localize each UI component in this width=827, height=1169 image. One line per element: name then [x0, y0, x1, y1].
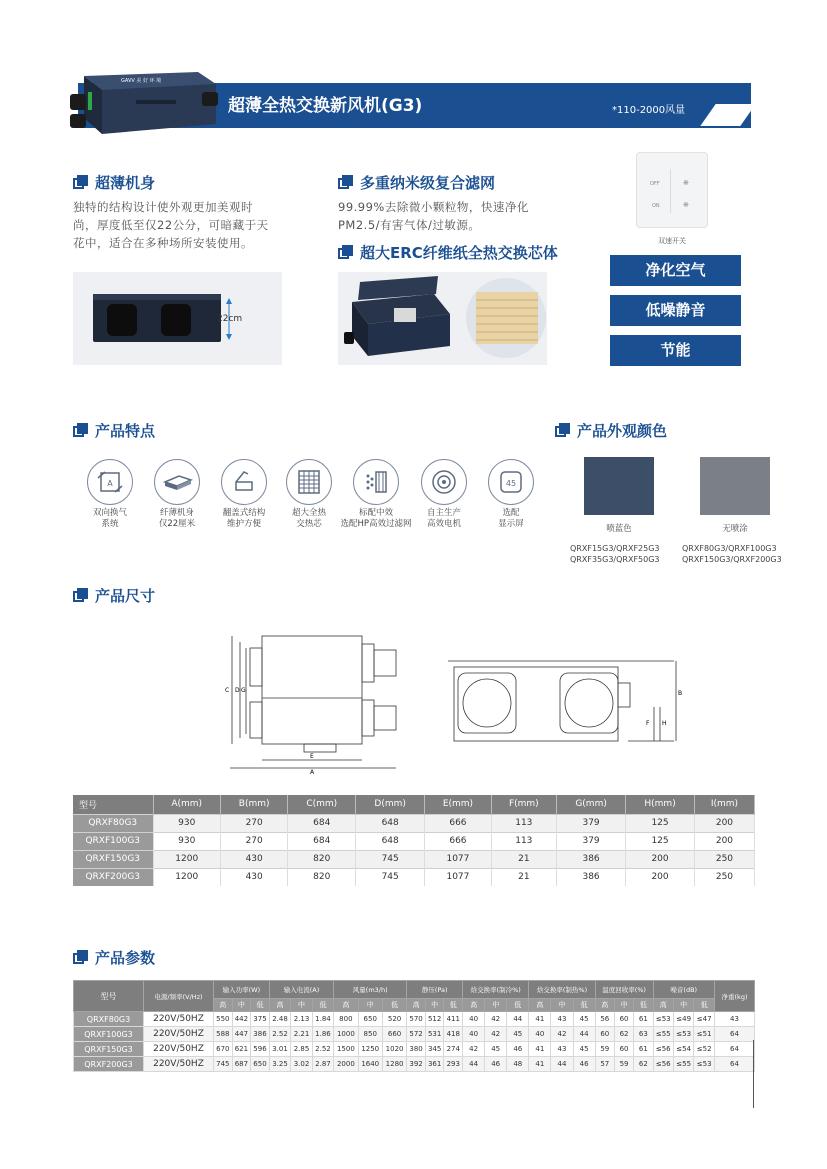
flip-cover-icon: [221, 459, 267, 505]
switch-on-label: ON: [652, 203, 660, 209]
color-label-grey: 无喷涂: [722, 524, 748, 534]
table-cell: 40: [463, 1027, 485, 1042]
table-row: [73, 868, 755, 886]
table-cell: 820: [288, 868, 356, 886]
sub-header: 低: [634, 999, 653, 1012]
table-cell: 41: [529, 1012, 551, 1027]
table-header: 静压(Pa): [407, 981, 463, 999]
table-cell: 572: [407, 1027, 426, 1042]
table-cell: 48: [507, 1057, 529, 1072]
color-models-blue: QRXF15G3/QRXF25G3 QRXF35G3/QRXF50G3: [570, 544, 660, 564]
table-cell: 2000: [334, 1057, 358, 1072]
table-row: [74, 1027, 755, 1042]
table-cell: 60: [614, 1042, 633, 1057]
feature-label: 选配 显示屏: [498, 508, 524, 529]
table-cell: 41: [529, 1042, 551, 1057]
table-cell: 1.86: [312, 1027, 333, 1042]
dim-label-g: G: [241, 687, 246, 694]
table-row: [74, 1042, 755, 1057]
table-cell: 2.48: [269, 1012, 290, 1027]
table-cell: 375: [251, 1012, 270, 1027]
section-title-core: 超大ERC纤维纸全热交换芯体: [360, 244, 558, 262]
section-title-colors: 产品外观颜色: [577, 422, 668, 440]
core-image: [338, 272, 547, 365]
table-cell: 46: [573, 1057, 595, 1072]
table-cell: 61: [634, 1012, 653, 1027]
table-cell: 361: [425, 1057, 444, 1072]
table-cell: 570: [407, 1012, 426, 1027]
dim-label-d: D: [235, 687, 240, 694]
sub-header: 低: [382, 999, 406, 1012]
table-cell: 45: [507, 1027, 529, 1042]
table-cell: 800: [334, 1012, 358, 1027]
color-swatch-blue: [584, 457, 654, 515]
sub-header: 高: [653, 999, 673, 1012]
sub-header: 低: [694, 999, 715, 1012]
table-cell: 60: [595, 1027, 614, 1042]
section-title-filter: 多重纳米级复合滤网: [360, 174, 496, 192]
table-header: 输入功率(W): [214, 981, 270, 999]
sub-header: 高: [595, 999, 614, 1012]
table-cell: 64: [715, 1042, 755, 1057]
table-header: 型号: [74, 981, 144, 1012]
table-cell: 63: [634, 1027, 653, 1042]
table-cell: 42: [463, 1042, 485, 1057]
table-header: 焓交换率(制热%): [529, 981, 595, 999]
feature-label: 双向换气 系统: [92, 508, 127, 529]
section-title-features: 产品特点: [95, 422, 156, 440]
heat-exchange-core-icon: [286, 459, 332, 505]
table-header: 焓交换率(制冷%): [463, 981, 529, 999]
table-cell: 650: [251, 1057, 270, 1072]
table-cell: 56: [595, 1012, 614, 1027]
sub-header: 中: [485, 999, 507, 1012]
table-cell: 1020: [382, 1042, 406, 1057]
table-cell: 745: [214, 1057, 233, 1072]
table-cell: 596: [251, 1042, 270, 1057]
table-row: [74, 1012, 755, 1027]
table-cell: 270: [220, 814, 287, 832]
section-bullet-icon: [338, 245, 353, 260]
fan-low-icon: ❋: [683, 179, 689, 187]
table-cell: 650: [358, 1012, 382, 1027]
feature-label: 自主生产 高效电机: [426, 508, 461, 529]
table-cell: 44: [507, 1012, 529, 1027]
model-cell: QRXF80G3: [73, 814, 153, 832]
switch-caption: 双速开关: [658, 237, 686, 245]
table-cell: 930: [153, 832, 220, 850]
dim-label-c: C: [225, 687, 230, 694]
hero-logo-text: GAVV 美 好 环 境: [121, 78, 162, 84]
table-cell: ≤56: [653, 1057, 673, 1072]
sub-header: 中: [291, 999, 312, 1012]
sub-header: 中: [551, 999, 573, 1012]
table-cell: 512: [425, 1012, 444, 1027]
section-title-params: 产品参数: [95, 949, 156, 967]
table-header: 温度回收率(%): [595, 981, 653, 999]
table-header: G(mm): [557, 795, 626, 814]
table-cell: 745: [356, 850, 425, 868]
table-cell: 45: [485, 1042, 507, 1057]
sub-header: 低: [312, 999, 333, 1012]
feature-label: 标配中效 选配HP高效过滤网: [340, 508, 412, 529]
table-cell: 648: [356, 814, 425, 832]
table-cell: 386: [557, 868, 626, 886]
table-cell: 40: [463, 1012, 485, 1027]
table-cell: 43: [551, 1012, 573, 1027]
table-cell: 59: [614, 1057, 633, 1072]
table-cell: 274: [444, 1042, 463, 1057]
table-cell: 447: [232, 1027, 251, 1042]
table-cell: 42: [485, 1012, 507, 1027]
table-cell: ≤52: [694, 1042, 715, 1057]
feature-label: 超大全热 交热芯: [291, 508, 326, 529]
table-cell: 220V/50HZ: [144, 1042, 214, 1057]
table-header: F(mm): [491, 795, 556, 814]
section-title-thin: 超薄机身: [95, 174, 156, 192]
table-cell: 57: [595, 1057, 614, 1072]
svg-text:45: 45: [505, 479, 517, 488]
table-cell: 200: [626, 850, 695, 868]
table-cell: 380: [407, 1042, 426, 1057]
top-view-diagram: [220, 622, 405, 774]
thin-body-image: [73, 272, 282, 365]
table-cell: ≤51: [694, 1027, 715, 1042]
table-cell: 2.21: [291, 1027, 312, 1042]
feature-badge-purify: 净化空气: [610, 255, 741, 286]
table-cell: 59: [595, 1042, 614, 1057]
fan-high-icon: ❋: [683, 201, 689, 209]
table-cell: ≤55: [653, 1027, 673, 1042]
table-cell: 379: [557, 832, 626, 850]
model-cell: QRXF200G3: [74, 1057, 144, 1072]
table-cell: 1077: [425, 850, 491, 868]
table-cell: 2.52: [312, 1042, 333, 1057]
table-header: 电源/频率(V/Hz): [144, 981, 214, 1012]
color-swatch-grey: [700, 457, 770, 515]
table-cell: 220V/50HZ: [144, 1027, 214, 1042]
sub-header: 中: [358, 999, 382, 1012]
table-cell: 666: [425, 832, 491, 850]
table-cell: 220V/50HZ: [144, 1012, 214, 1027]
table-header: 型号: [73, 795, 153, 814]
dim-label-f: F: [646, 720, 650, 727]
table-cell: 62: [614, 1027, 633, 1042]
feature-badge-quiet: 低噪静音: [610, 295, 741, 326]
table-cell: ≤53: [673, 1027, 693, 1042]
sub-header: 中: [232, 999, 251, 1012]
table-cell: 1200: [153, 868, 220, 886]
table-cell: 250: [694, 850, 754, 868]
table-cell: 125: [626, 814, 695, 832]
table-cell: 43: [551, 1042, 573, 1057]
table-cell: 270: [220, 832, 287, 850]
dim-label-h: H: [662, 720, 667, 727]
table-cell: 687: [232, 1057, 251, 1072]
table-cell: 345: [425, 1042, 444, 1057]
table-header: C(mm): [288, 795, 356, 814]
table-cell: ≤54: [673, 1042, 693, 1057]
thin-dimension-label: 22cm: [217, 314, 243, 324]
table-cell: 44: [551, 1057, 573, 1072]
table-cell: 200: [694, 814, 754, 832]
table-cell: 379: [557, 814, 626, 832]
sub-header: 高: [463, 999, 485, 1012]
table-cell: 64: [715, 1027, 755, 1042]
section-bullet-icon: [73, 423, 88, 438]
page-edge-line: [753, 1040, 754, 1108]
table-cell: 430: [220, 868, 287, 886]
table-cell: 670: [214, 1042, 233, 1057]
table-cell: 44: [573, 1027, 595, 1042]
sub-header: 低: [444, 999, 463, 1012]
table-cell: 42: [551, 1027, 573, 1042]
sub-header: 低: [507, 999, 529, 1012]
table-cell: 660: [382, 1027, 406, 1042]
filter-description: 99.99%去除微小颗粒物，快速净化 PM2.5/有害气体/过敏源。: [338, 200, 529, 232]
thin-body-icon: [154, 459, 200, 505]
sub-header: 高: [214, 999, 233, 1012]
model-cell: QRXF100G3: [73, 832, 153, 850]
svg-text:A: A: [107, 479, 113, 488]
table-header: D(mm): [356, 795, 425, 814]
sub-header: 高: [269, 999, 290, 1012]
table-cell: 113: [491, 832, 556, 850]
table-cell: 2.13: [291, 1012, 312, 1027]
page-title: 超薄全热交换新风机(G3): [228, 96, 423, 116]
table-cell: 1000: [334, 1027, 358, 1042]
feature-label: 翻盖式结构 维护方便: [222, 508, 266, 529]
table-cell: 820: [288, 850, 356, 868]
hp-filter-icon: [353, 459, 399, 505]
table-cell: 21: [491, 850, 556, 868]
table-cell: 1200: [153, 850, 220, 868]
front-view-diagram: [448, 655, 688, 747]
table-cell: ≤53: [653, 1012, 673, 1027]
table-cell: 62: [634, 1057, 653, 1072]
table-cell: 40: [529, 1027, 551, 1042]
table-cell: 386: [557, 850, 626, 868]
table-cell: 200: [694, 832, 754, 850]
model-cell: QRXF150G3: [73, 850, 153, 868]
table-cell: 520: [382, 1012, 406, 1027]
sub-header: 低: [573, 999, 595, 1012]
section-bullet-icon: [73, 950, 88, 965]
sub-header: 中: [425, 999, 444, 1012]
section-title-dimensions: 产品尺寸: [95, 587, 156, 605]
table-cell: 220V/50HZ: [144, 1057, 214, 1072]
table-cell: 61: [634, 1042, 653, 1057]
airflow-range: *110-2000风量: [612, 105, 686, 116]
table-header: 噪音(dB): [653, 981, 714, 999]
display-screen-icon: [488, 459, 534, 505]
table-cell: 411: [444, 1012, 463, 1027]
section-bullet-icon: [73, 588, 88, 603]
table-cell: 41: [529, 1057, 551, 1072]
table-cell: 45: [573, 1012, 595, 1027]
color-label-blue: 喷蓝色: [606, 524, 632, 534]
model-cell: QRXF100G3: [74, 1027, 144, 1042]
table-cell: 930: [153, 814, 220, 832]
table-cell: 588: [214, 1027, 233, 1042]
table-cell: 2.52: [269, 1027, 290, 1042]
table-cell: 1.84: [312, 1012, 333, 1027]
table-cell: 293: [444, 1057, 463, 1072]
table-cell: ≤55: [673, 1057, 693, 1072]
dual-speed-switch-image: [636, 152, 708, 228]
table-cell: 3.25: [269, 1057, 290, 1072]
table-header: A(mm): [153, 795, 220, 814]
model-cell: QRXF80G3: [74, 1012, 144, 1027]
table-cell: 21: [491, 868, 556, 886]
table-cell: 550: [214, 1012, 233, 1027]
table-cell: 1250: [358, 1042, 382, 1057]
table-cell: 1500: [334, 1042, 358, 1057]
table-header: 净重(kg): [715, 981, 755, 1012]
table-cell: 1640: [358, 1057, 382, 1072]
sub-header: 高: [334, 999, 358, 1012]
dim-label-b: B: [678, 690, 683, 697]
table-row: [73, 832, 755, 850]
table-cell: 3.01: [269, 1042, 290, 1057]
table-cell: 250: [694, 868, 754, 886]
switch-off-label: OFF: [650, 181, 660, 187]
table-cell: 113: [491, 814, 556, 832]
hero-product-image: [66, 62, 222, 142]
table-cell: ≤56: [653, 1042, 673, 1057]
sub-header: 低: [251, 999, 270, 1012]
table-cell: 442: [232, 1012, 251, 1027]
table-header: I(mm): [694, 795, 754, 814]
table-cell: 418: [444, 1027, 463, 1042]
table-row: [73, 814, 755, 832]
dim-label-e: E: [310, 753, 314, 760]
dim-label-a: A: [310, 769, 315, 774]
thin-description: 独特的结构设计使外观更加美观时 尚，厚度低至仅22公分，可暗藏于天 花中，适合在多种场所安装使用。: [73, 200, 269, 250]
table-cell: 392: [407, 1057, 426, 1072]
sub-header: 中: [673, 999, 693, 1012]
sub-header: 中: [614, 999, 633, 1012]
table-cell: 44: [463, 1057, 485, 1072]
table-cell: 386: [251, 1027, 270, 1042]
table-cell: 125: [626, 832, 695, 850]
table-row: [73, 850, 755, 868]
color-models-grey: QRXF80G3/QRXF100G3 QRXF150G3/QRXF200G3: [682, 544, 782, 564]
table-cell: 2.87: [312, 1057, 333, 1072]
section-bullet-icon: [73, 175, 88, 190]
table-cell: 666: [425, 814, 491, 832]
table-cell: 621: [232, 1042, 251, 1057]
section-bullet-icon: [555, 423, 570, 438]
table-cell: 745: [356, 868, 425, 886]
table-cell: 2.85: [291, 1042, 312, 1057]
table-row: [74, 1057, 755, 1072]
table-header: H(mm): [626, 795, 695, 814]
motor-icon: [421, 459, 467, 505]
dimension-table: [73, 795, 755, 886]
model-cell: QRXF200G3: [73, 868, 153, 886]
table-cell: ≤47: [694, 1012, 715, 1027]
table-cell: 46: [507, 1042, 529, 1057]
bidirectional-exchange-icon: [87, 459, 133, 505]
table-cell: 200: [626, 868, 695, 886]
table-cell: 684: [288, 814, 356, 832]
table-cell: 46: [485, 1057, 507, 1072]
table-cell: 850: [358, 1027, 382, 1042]
sub-header: 高: [529, 999, 551, 1012]
section-bullet-icon: [338, 175, 353, 190]
table-cell: ≤53: [694, 1057, 715, 1072]
table-cell: 45: [573, 1042, 595, 1057]
table-cell: 60: [614, 1012, 633, 1027]
table-header: B(mm): [220, 795, 287, 814]
feature-label: 纤薄机身 仅22厘米: [158, 508, 196, 529]
table-cell: 3.02: [291, 1057, 312, 1072]
table-cell: 42: [485, 1027, 507, 1042]
table-cell: 430: [220, 850, 287, 868]
table-cell: 64: [715, 1057, 755, 1072]
feature-badge-energy: 节能: [610, 335, 741, 366]
model-cell: QRXF150G3: [74, 1042, 144, 1057]
sub-header: 高: [407, 999, 426, 1012]
parameter-table: [73, 980, 755, 1072]
table-cell: 648: [356, 832, 425, 850]
table-header: 风量(m3/h): [334, 981, 407, 999]
table-header: 输入电流(A): [269, 981, 333, 999]
table-cell: ≤49: [673, 1012, 693, 1027]
table-cell: 1280: [382, 1057, 406, 1072]
table-cell: 684: [288, 832, 356, 850]
table-cell: 531: [425, 1027, 444, 1042]
table-cell: 43: [715, 1012, 755, 1027]
table-cell: 1077: [425, 868, 491, 886]
table-header: E(mm): [425, 795, 491, 814]
